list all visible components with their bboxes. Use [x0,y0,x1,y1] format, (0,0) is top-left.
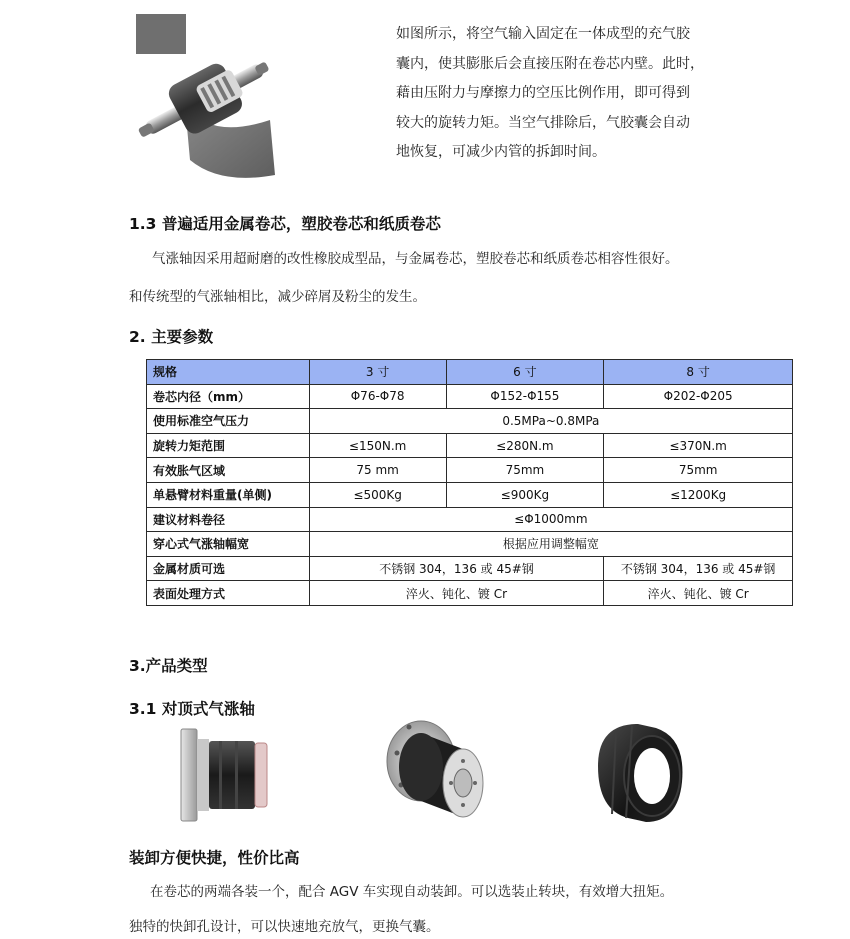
product-image-side-view [175,725,275,825]
table-cell: Φ202-Φ205 [604,384,793,409]
section-2-heading: 2. 主要参数 [129,328,214,346]
product-image-perspective-view [383,713,493,828]
feature-heading: 装卸方便快捷，性价比高 [129,849,300,867]
row-label: 卷芯内径（mm） [147,384,310,409]
table-cell: ≤1200Kg [604,482,793,507]
air-shaft-illustration [130,10,280,185]
intro-line-4: 较大的旋转力矩。当空气排除后，气胶囊会自动 [396,114,690,131]
section-3-1-heading: 3.1 对顶式气涨轴 [129,700,255,718]
header-3-inch: 3 寸 [309,360,446,385]
table-cell: 淬火、钝化、镀 Cr [604,581,793,606]
header-spec: 规格 [147,360,310,385]
table-cell: ≤280N.m [446,433,604,458]
row-label: 穿心式气涨轴幅宽 [147,532,310,557]
table-row [147,433,793,458]
table-cell: ≤370N.m [604,433,793,458]
section-1-3-line-1: 气涨轴因采用超耐磨的改性橡胶成型品，与金属卷芯，塑胶卷芯和纸质卷芯相容性很好。 [152,251,679,267]
intro-line-1: 如图所示，将空气输入固定在一体成型的充气胶 [396,26,690,42]
parameters-table [146,359,793,606]
intro-line-3: 藉由压附力与摩擦力的空压比例作用，即可得到 [396,85,690,101]
table-row [147,556,793,581]
section-1-3-heading: 1.3 普遍适用金属卷芯，塑胶卷芯和纸质卷芯 [129,215,441,233]
row-label: 建议材料卷径 [147,507,310,532]
intro-line-2: 囊内，使其膨胀后会直接压附在卷芯内壁。此时， [396,55,704,72]
table-cell: 根据应用调整幅宽 [309,532,792,557]
table-header-row [147,360,793,385]
table-row [147,458,793,483]
table-cell: 不锈钢 304，136 或 45#钢 [604,556,793,581]
table-row [147,384,793,409]
section-3-heading: 3.产品类型 [129,657,208,675]
intro-paragraph [396,20,726,168]
table-cell: ≤Φ1000mm [309,507,792,532]
table-cell: ≤500Kg [309,482,446,507]
row-label: 单悬臂材料重量(单侧) [147,482,310,507]
table-cell: 75mm [446,458,604,483]
table-row [147,532,793,557]
table-row [147,409,793,434]
table-cell: 75 mm [309,458,446,483]
header-8-inch: 8 寸 [604,360,793,385]
intro-line-5: 地恢复，可减少内管的拆卸时间。 [396,144,606,160]
table-cell: Φ76-Φ78 [309,384,446,409]
header-6-inch: 6 寸 [446,360,604,385]
table-cell: ≤900Kg [446,482,604,507]
table-cell: ≤150N.m [309,433,446,458]
table-cell: Φ152-Φ155 [446,384,604,409]
table-row [147,581,793,606]
product-image-bladder [590,718,690,828]
row-label: 使用标准空气压力 [147,409,310,434]
feature-line-1: 在卷芯的两端各装一个，配合 AGV 车实现自动装卸。可以选装止转块，有效增大扭矩。 [150,884,674,900]
table-row [147,482,793,507]
table-row [147,507,793,532]
row-label: 旋转力矩范围 [147,433,310,458]
row-label: 金属材质可选 [147,556,310,581]
table-cell: 不锈钢 304，136 或 45#钢 [309,556,604,581]
table-cell: 淬火、钝化、镀 Cr [309,581,604,606]
section-1-3-line-2: 和传统型的气涨轴相比，减少碎屑及粉尘的发生。 [129,289,426,305]
table-cell: 0.5MPa~0.8MPa [309,409,792,434]
row-label: 表面处理方式 [147,581,310,606]
feature-line-2: 独特的快卸孔设计，可以快速地充放气，更换气囊。 [129,919,440,935]
table-cell: 75mm [604,458,793,483]
row-label: 有效胀气区域 [147,458,310,483]
